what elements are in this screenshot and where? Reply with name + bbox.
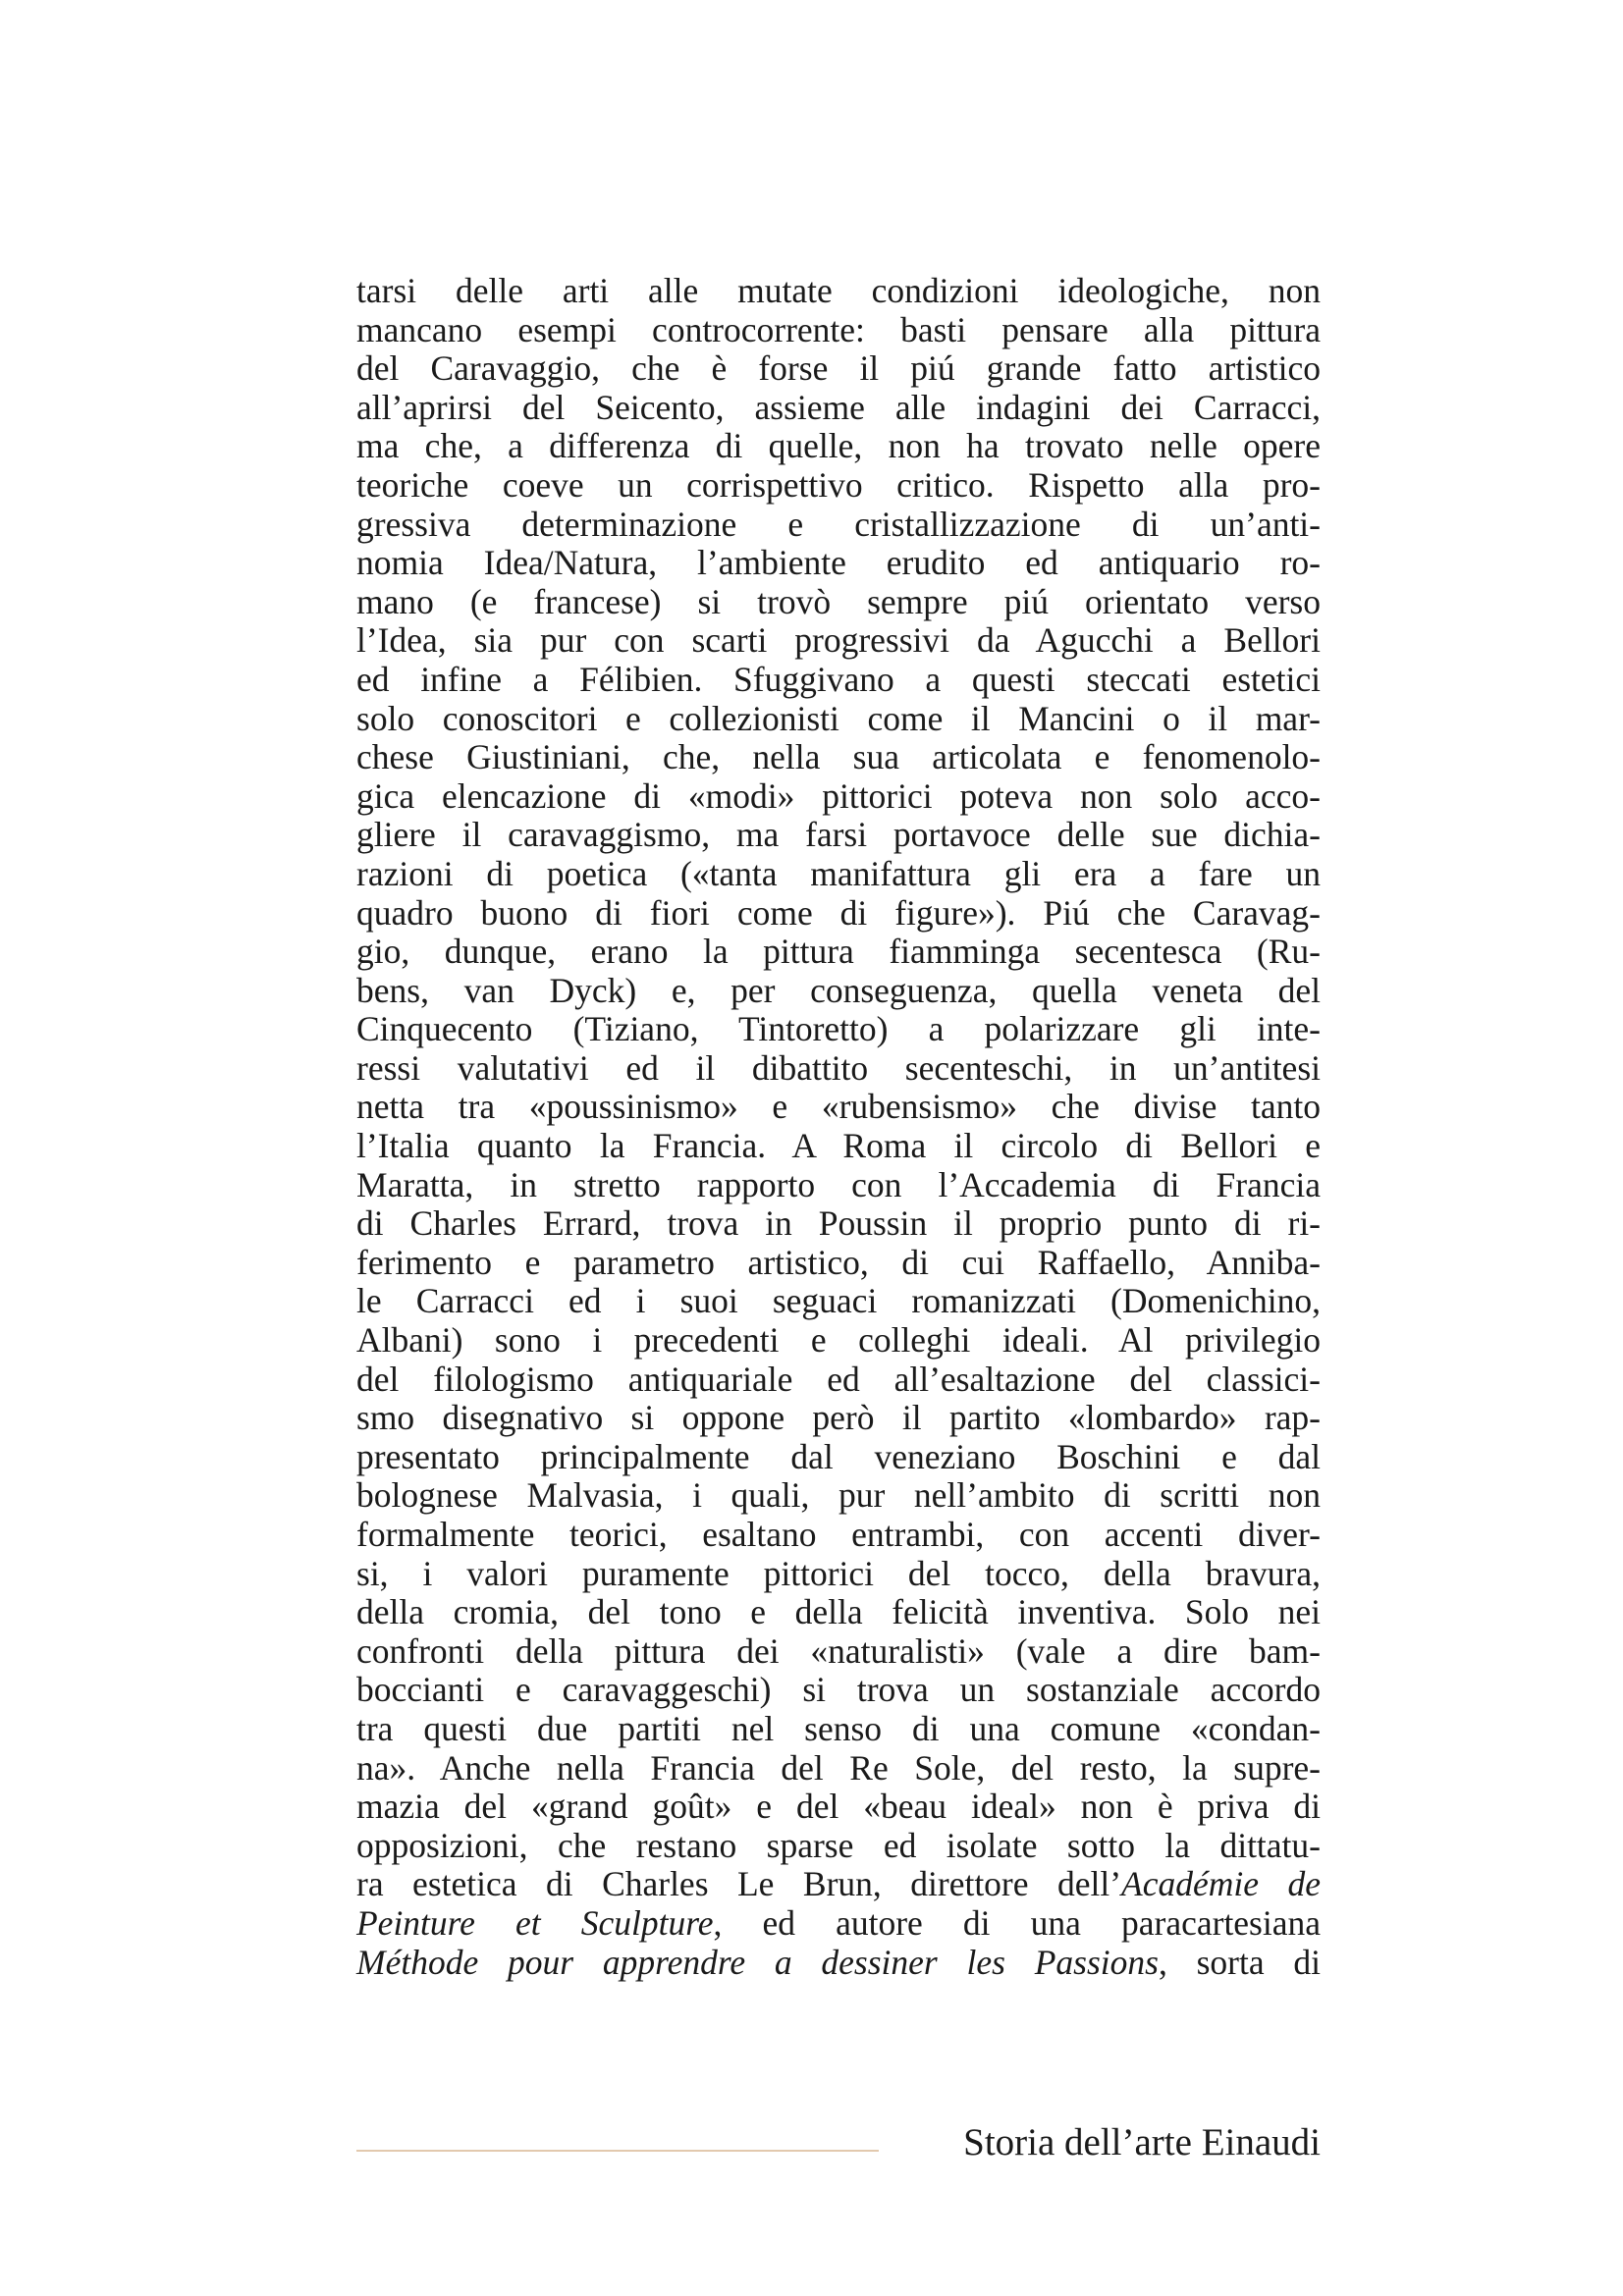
text-line: gressiva determinazione e cristallizzazione di un’anti- [356,504,1321,544]
text-line: della cromia, del tono e della felicità inventiva. Solo nei [356,1592,1321,1632]
text-line: teoriche coeve un corrispettivo critico. Rispetto alla pro- [356,464,1321,505]
text-line: nomia Idea/Natura, l’ambiente erudito ed antiquario ro- [356,543,1321,583]
text-line: netta tra «poussinismo» e «rubensismo» che divise tanto [356,1087,1321,1127]
page-footer [356,2118,1321,2167]
text-line [356,1865,1321,1904]
text-line: l’Idea, sia pur con scarti progressivi da Agucchi a Bellori [356,620,1321,661]
text-line: mazia del «grand goût» e del «beau ideal» non è priva di [356,1787,1321,1827]
italic-title: Académie de [1121,1864,1321,1904]
italic-title: Méthode pour apprendre a dessiner les Passions [356,1942,1159,1982]
text-line: presentato principalmente dal veneziano Boschini e dal [356,1436,1321,1476]
text-line: Cinquecento (Tiziano, Tintoretto) a polarizzare gli inte- [356,1009,1321,1049]
text-line: mancano esempi controcorrente: basti pensare alla pittura [356,309,1321,349]
text-line: boccianti e caravaggeschi) si trova un sostanziale accordo [356,1670,1321,1710]
text-line: si, i valori puramente pittorici del tocco, della bravura, [356,1553,1321,1593]
text-segment: ra estetica di Charles Le Brun, direttore dell’ [356,1864,1122,1904]
text-line: chese Giustiniani, che, nella sua articolata e fenomenolo- [356,737,1321,777]
body-text [356,272,1321,1982]
text-line: tarsi delle arti alle mutate condizioni ideologiche, non [356,271,1321,310]
text-line: le Carracci ed i suoi seguaci romanizzati (Domenichino, [356,1281,1321,1321]
text-line: ferimento e parametro artistico, di cui Raffaello, Anniba- [356,1242,1321,1282]
text-line: razioni di poetica («tanta manifattura gli era a fare un [356,853,1321,893]
italic-title: Peinture et Sculpture [356,1902,714,1943]
text-line: l’Italia quanto la Francia. A Roma il circolo di Bellori e [356,1126,1321,1166]
text-line: confronti della pittura dei «naturalisti» (vale a dire bam- [356,1630,1321,1671]
text-line: ressi valutativi ed il dibattito secenteschi, in un’antitesi [356,1047,1321,1088]
text-line: di Charles Errard, trova in Poussin il proprio punto di ri- [356,1203,1321,1244]
footer-rule [356,2150,879,2152]
text-line: quadro buono di fiori come di figure»). Piú che Caravag- [356,892,1321,933]
text-line: mano (e francese) si trovò sempre piú orientato verso [356,581,1321,621]
text-line: bens, van Dyck) e, per conseguenza, quella veneta del [356,970,1321,1010]
text-line: smo disegnativo si oppone però il partito «lombardo» rap- [356,1398,1321,1438]
text-line: gio, dunque, erano la pittura fiamminga secentesca (Ru- [356,932,1321,972]
text-line [356,1904,1321,1944]
text-line: del Caravaggio, che è forse il piú grande fatto artistico [356,348,1321,389]
footer-series-title: Storia dell’arte Einaudi [963,2121,1321,2163]
text-line: gliere il caravaggismo, ma farsi portavoce delle sue dichia- [356,815,1321,855]
text-line: tra questi due partiti nel senso di una comune «condan- [356,1708,1321,1748]
text-line: del filologismo antiquariale ed all’esaltazione del classici- [356,1359,1321,1399]
text-line: solo conoscitori e collezionisti come il Mancini o il mar- [356,698,1321,738]
text-line: Maratta, in stretto rapporto con l’Accademia di Francia [356,1164,1321,1204]
text-line: formalmente teorici, esaltano entrambi, con accenti diver- [356,1515,1321,1554]
text-segment: , ed autore di una paracartesiana [713,1902,1322,1943]
text-line: Albani) sono i precedenti e colleghi ideali. Al privilegio [356,1320,1321,1361]
text-segment: , sorta di [1158,1942,1321,1982]
text-line: gica elencazione di «modi» pittorici poteva non solo acco- [356,775,1321,816]
text-line: bolognese Malvasia, i quali, pur nell’ambito di scritti non [356,1475,1321,1516]
text-line: na». Anche nella Francia del Re Sole, del resto, la supre- [356,1747,1321,1788]
text-line: ma che, a differenza di quelle, non ha trovato nelle opere [356,426,1321,466]
text-line: opposizioni, che restano sparse ed isolate sotto la dittatu- [356,1825,1321,1865]
text-line: all’aprirsi del Seicento, assieme alle indagini dei Carracci, [356,387,1321,427]
text-line [356,1944,1321,1983]
text-line: ed infine a Félibien. Sfuggivano a questi steccati estetici [356,659,1321,699]
